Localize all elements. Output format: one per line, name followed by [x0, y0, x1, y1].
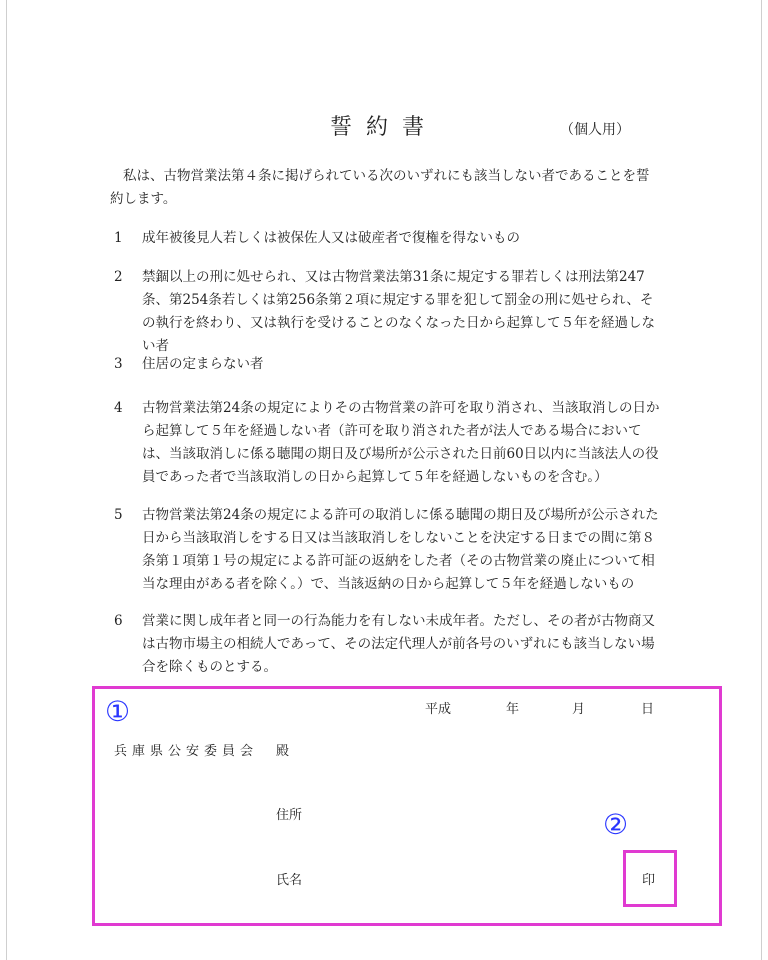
list-item-number: 5: [114, 507, 123, 523]
date-year-label: 年: [506, 702, 520, 717]
list-item-text: 成年被後見人若しくは被保佐人又は破産者で復権を得ないもの: [142, 230, 520, 246]
list-item: [114, 397, 664, 489]
list-item-number: 1: [114, 230, 123, 246]
list-item: [114, 353, 664, 376]
list-item: [114, 504, 664, 596]
document-title: 誓約書: [329, 115, 438, 140]
document-subtitle: （個人用）: [560, 122, 630, 138]
date-day-label: 日: [641, 702, 655, 717]
intro-paragraph: 私は、古物営業法第４条に掲げられている次のいずれにも該当しない者であることを誓約します。: [110, 168, 650, 207]
list-item: [114, 610, 664, 679]
list-item-number: 4: [114, 400, 123, 416]
marker-2: ②: [603, 808, 629, 841]
list-item-text: 古物営業法第24条の規定による許可の取消しに係る聴聞の期日及び場所が公示された日から当該取消しをする日又は当該取消しをしないことを決定する日までの間に第８条第１項第１号の規定による許可証の返納をした者（その古物営業の廃止について相当な理由がある者を除く。）で、当該返納の日から起算して５年を経過しないもの: [142, 507, 659, 592]
recipient-name: 兵庫県公安委員会: [114, 744, 259, 759]
list-item-number: 3: [114, 356, 123, 372]
list-item-text: 禁錮以上の刑に処せられ、又は古物営業法第31条に規定する罪若しくは刑法第247条、第254条若しくは第256条第２項に規定する罪を犯して罰金の刑に処せられ、その執行を終わり、又は執行を受けることのなくなった日から起算して５年を経過しない者: [142, 269, 655, 354]
seal-label: 印: [642, 873, 656, 888]
recipient-honorific: 殿: [276, 744, 290, 759]
list-item-number: 6: [114, 613, 123, 629]
marker-1: ①: [105, 695, 131, 728]
date-month-label: 月: [572, 702, 586, 717]
list-item: [114, 227, 664, 250]
list-item-text: 営業に関し成年者と同一の行為能力を有しない未成年者。ただし、その者が古物商又は古物市場主の相続人であって、その法定代理人が前各号のいずれにも該当しない場合を除くものとする。: [142, 613, 655, 675]
list-item-text: 古物営業法第24条の規定によりその古物営業の許可を取り消され、当該取消しの日から起算して５年を経過しない者（許可を取り消された者が法人である場合においては、当該取消しに係る聴聞の期日及び場所が公示された日前60日以内に当該法人の役員であった者で当該取消しの日から起算して５年を経過しないものを含む。）: [142, 400, 660, 485]
list-item-number: 2: [114, 269, 123, 285]
list-item-text: 住居の定まらない者: [142, 356, 264, 372]
date-era: 平成: [425, 702, 452, 717]
list-item: [114, 266, 664, 358]
address-label: 住所: [276, 808, 303, 823]
name-label: 氏名: [276, 873, 303, 888]
